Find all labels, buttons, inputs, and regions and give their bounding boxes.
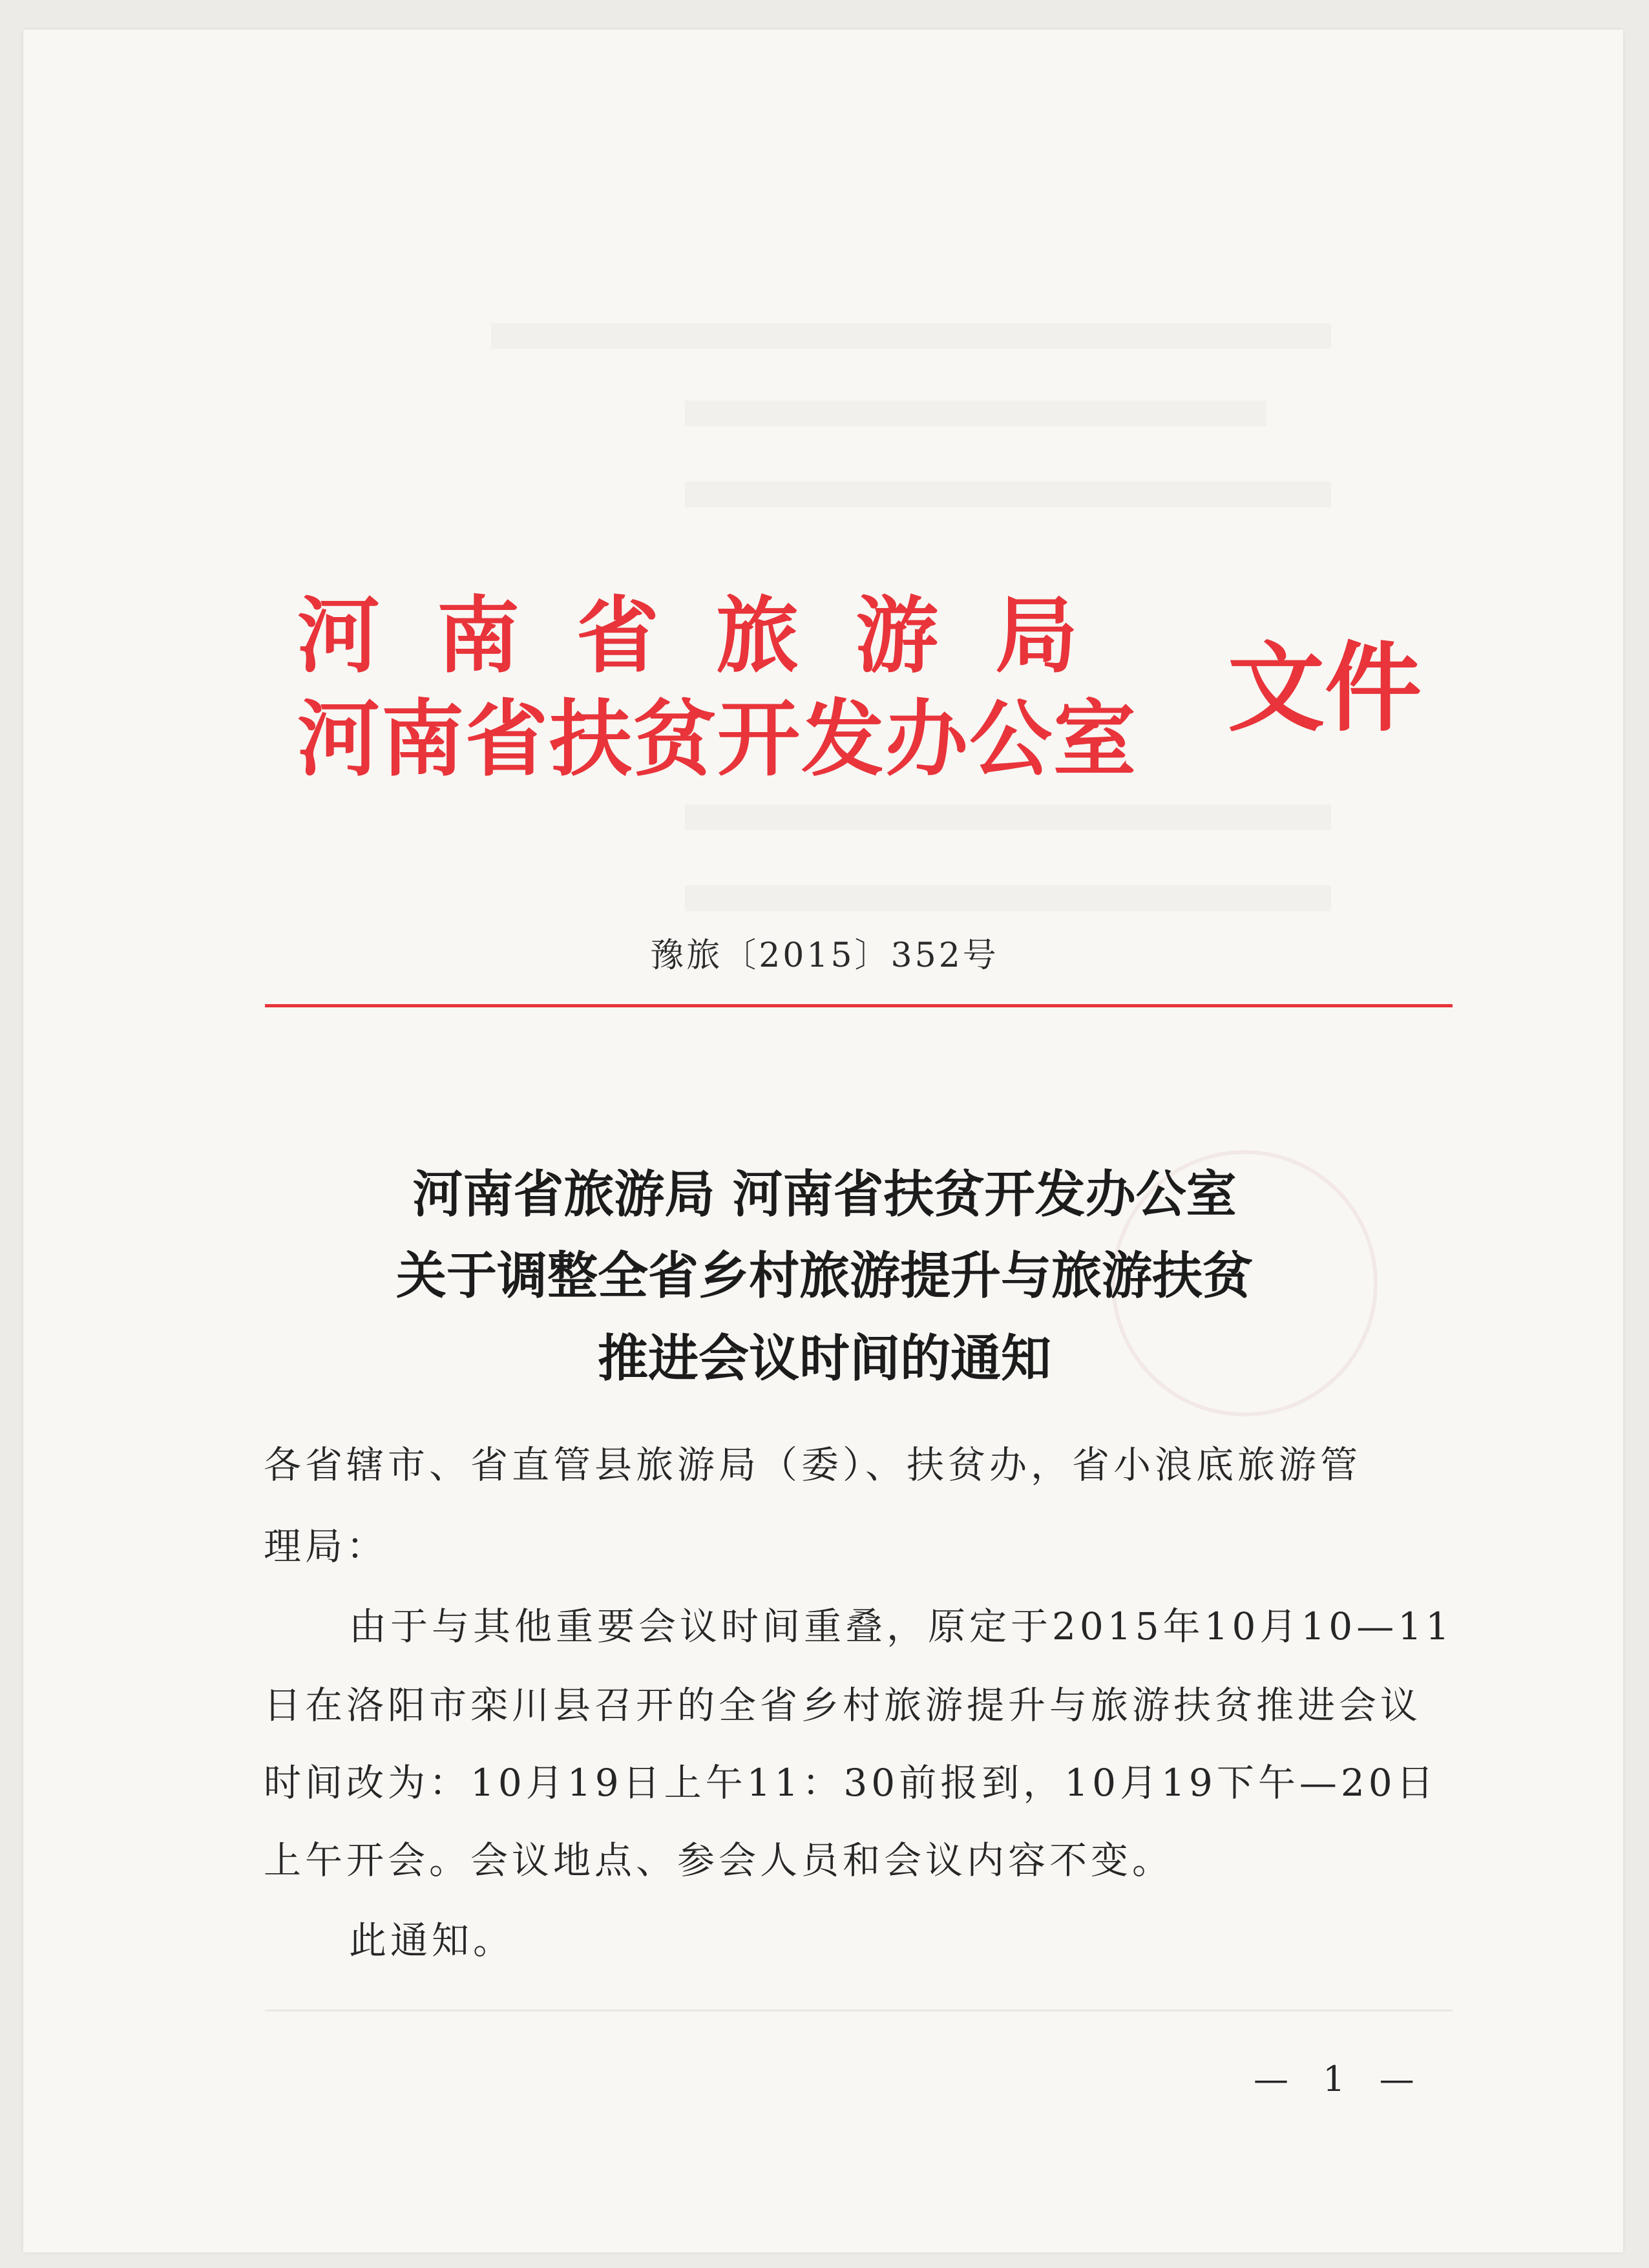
body-paragraph-line-3: 时间改为：10月19日上午11：30前报到，10月19下午—20日 (264, 1761, 1438, 1805)
bleed-through-mark (685, 481, 1331, 507)
body-paragraph-line-2: 日在洛阳市栾川县召开的全省乡村旅游提升与旅游扶贫推进会议 (264, 1683, 1422, 1727)
bleed-through-rule (265, 2010, 1453, 2011)
notice-title-line-2: 关于调整全省乡村旅游提升与旅游扶贫 (395, 1246, 1253, 1305)
closing-line: 此通知。 (349, 1918, 515, 1962)
body-paragraph-line-1: 由于与其他重要会议时间重叠，原定于2015年10月10—11 (349, 1604, 1454, 1648)
notice-title-line-1: 河南省旅游局 河南省扶贫开发办公室 (412, 1165, 1237, 1224)
document-type-label: 文件 (1228, 631, 1422, 745)
salutation-line-2: 理局： (264, 1524, 388, 1568)
document-page (23, 30, 1623, 2252)
letterhead-divider (265, 1004, 1453, 1007)
bleed-through-mark (685, 804, 1331, 830)
issuer-name-poverty-office: 河南省扶贫开发办公室 (297, 691, 1138, 788)
bleed-through-mark (685, 401, 1266, 426)
page-number: — 1 — (1254, 2059, 1426, 2099)
issuer-name-tourism: 河南省旅游局 (297, 587, 1135, 684)
bleed-through-mark (491, 323, 1331, 349)
body-paragraph-line-4: 上午开会。会议地点、参会人员和会议内容不变。 (264, 1838, 1174, 1882)
document-number: 豫旅〔2015〕352号 (650, 936, 999, 975)
bleed-through-mark (685, 885, 1331, 911)
salutation-line-1: 各省辖市、省直管县旅游局（委）、扶贫办，省小浪底旅游管 (264, 1443, 1362, 1487)
notice-title-line-3: 推进会议时间的通知 (597, 1329, 1051, 1388)
